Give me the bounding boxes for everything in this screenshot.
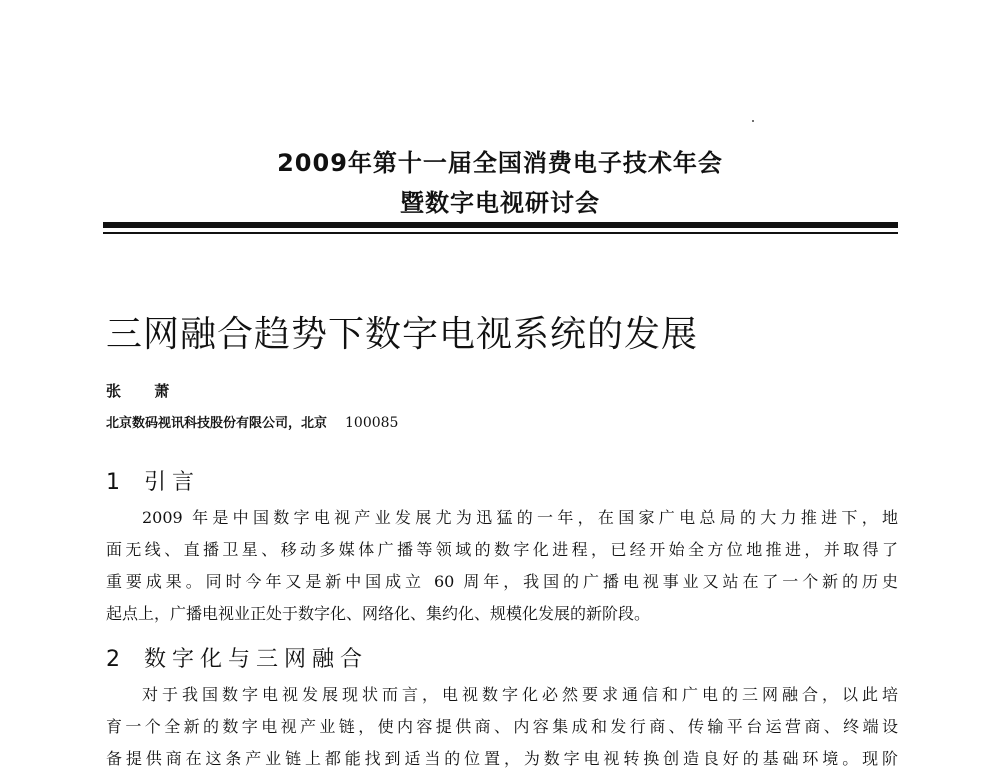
section-title: 数字化与三网融合 [144,647,369,672]
paragraph-line: 备提供商在这条产业链上都能找到适当的位置，为数字电视转换创造良好的基础环境。现阶 [106,749,898,768]
section-number: 1 [106,470,120,495]
paragraph-line: 2009 年是中国数字电视产业发展尤为迅猛的一年，在国家广电总局的大力推进下，地 [142,508,898,527]
paragraph-line: 面无线、直播卫星、移动多媒体广播等领域的数字化进程，已经开始全方位地推进，并取得了 [106,540,898,559]
paragraph-line: 对于我国数字电视发展现状而言，电视数字化必然要求通信和广电的三网融合，以此培 [142,685,898,704]
author-name: 张 萧 [106,382,184,400]
conference-title-line2: 暨数字电视研讨会 [400,189,600,217]
header-rule-thick [103,222,898,228]
affiliation-text: 北京数码视讯科技股份有限公司，北京 [106,416,328,431]
section-title: 引言 [144,470,201,495]
paragraph-line: 重要成果。同时今年又是新中国成立 60 周年，我国的广播电视事业又站在了一个新的历史 [106,572,898,591]
paper-title: 三网融合趋势下数字电视系统的发展 [106,314,699,355]
paragraph-line: 起点上，广播电视业正处于数字化、网络化、集约化、规模化发展的新阶段。 [106,604,651,623]
scan-speck [752,120,754,122]
conference-title-line1: 2009年第十一届全国消费电子技术年会 [277,149,723,177]
section-heading-introduction [106,465,200,496]
header-rule-thin [103,232,898,234]
affiliation-postcode: 100085 [345,415,399,431]
author-affiliation [106,412,398,431]
section-heading-digitization [106,642,368,673]
section-number: 2 [106,647,120,672]
paragraph-line: 育一个全新的数字电视产业链，使内容提供商、内容集成和发行商、传输平台运营商、终端设 [106,717,898,736]
